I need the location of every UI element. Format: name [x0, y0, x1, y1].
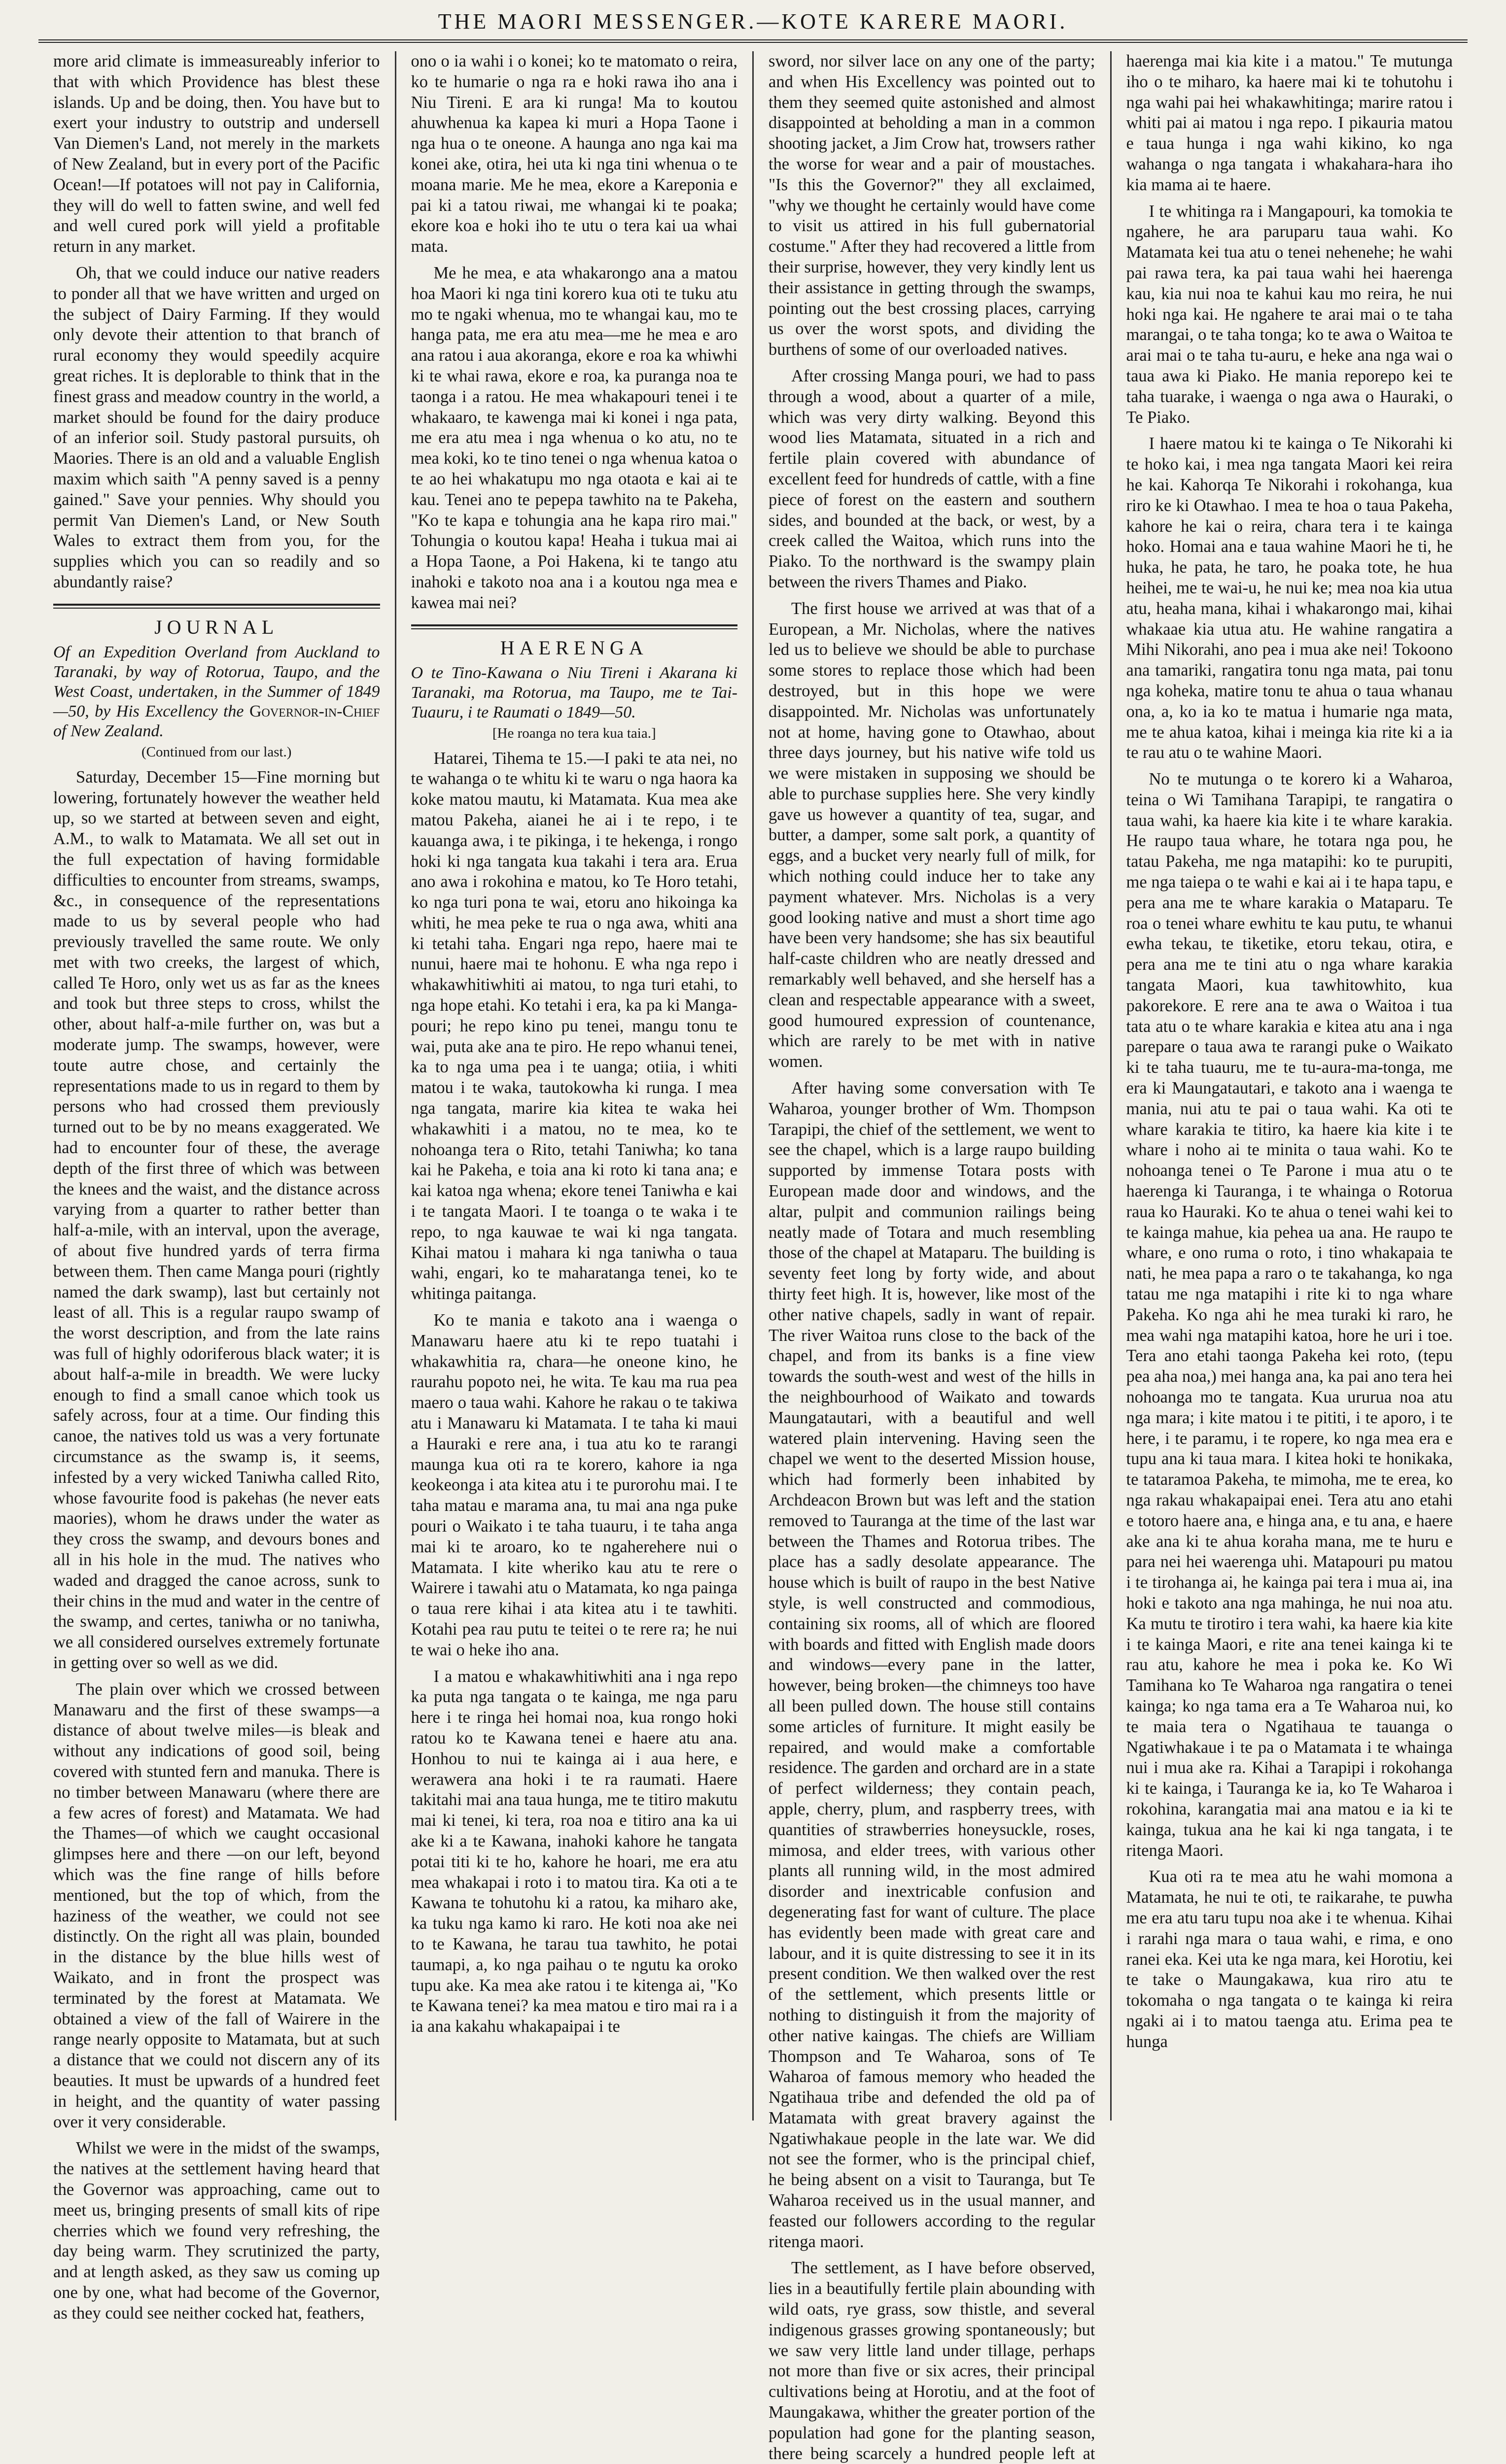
paragraph: haerenga mai kia kite i a matou." Te mutunga iho o te miharo, ka haere mai ki te tohutohu i nga wahi pai hei whakawhitinga; marire ratou i whiti pai ai matou i nga repo. I pikauria matou e taua hunga i nga wahi kikino, ko nga wahanga o nga tangata i whakahara-hara iho kia mama ai te haere. [1126, 52, 1453, 194]
section-title-haerenga: HAERENGA [500, 636, 648, 659]
paragraph: I te whitinga ra i Mangapouri, ka tomokia te ngahere, he ara paruparu taua wahi. Ko Matamata kei tua atu o tenei nehenehe; he wahi pai rawa tera, ka pai taua wahi hei haerenga kau, kia nui noa te kahui kau mo reira, he nui hoki nga kai. He ngahere te arai mai o te taha marangai, o te taha tonga; ko te awa o Waitoa te arai mai o te taha tu-auru, e heke ana nga wai o taua awa ki Piako. He mania reporepo kei te taha tuarake, i waenga o nga awa o Hauraki, o Te Piako. [1126, 202, 1453, 427]
column-3 [754, 51, 1112, 2463]
section-subtitle-haerenga: O te Tino-Kawana o Niu Tireni i Akarana ki Taranaki, ma Rotorua, ma Taupo, me te Tai-Tuauru, i te Raumati o 1849—50. [411, 663, 737, 721]
subtitle-caps: Governor-in-Chief [249, 702, 380, 720]
paragraph: The plain over which we crossed between Manawaru and the first of these swamps—a distance of about twelve miles—is bleak and without any indications of good soil, being covered with stunted fern and manuka. There is no timber between Manawaru (where there are a few acres of forest) and Matamata. We had the Thames—of which we caught occasional glimpses here and there —on our left, beyond which was the fine range of hills before mentioned, but the top of which, from the haziness of the weather, we could not see distinctly. On the right all was plain, bounded in the distance by the blue hills west of Waikato, and in front the prospect was terminated by the forest at Matamata. We obtained a view of the fall of Wairere in the range nearly opposite to Matamata, but at such a distance that we could not discern any of its beauties. It must be upwards of a hundred feet in height, and the quantity of water passing over it very considerable. [53, 1679, 380, 2131]
section-rule [53, 604, 380, 609]
column-2 [396, 51, 754, 2121]
article-columns [38, 51, 1468, 2463]
paragraph: Oh, that we could induce our native readers to ponder all that we have written and urged on the subject of Dairy Farming. If they would only devote their attention to that branch of rural economy they would speedily acquire great riches. It is deplorable to think that in the finest grass and meadow country in the world, a market should be found for the dairy produce of an inferior soil. Study pastoral pursuits, oh Maories. There is an old and a valuable English maxim which saith "A penny saved is a penny gained." Save your pennies. Why should you permit Van Diemen's Land, or New South Wales to extract them from you, for the supplies which you can so readily and so abundantly raise? [53, 263, 380, 591]
column-1 [38, 51, 396, 2323]
subtitle-end: of New Zealand. [53, 721, 164, 740]
masthead: THE MAORI MESSENGER.—KOTE KARERE MAORI. [38, 9, 1468, 43]
paragraph: Hatarei, Tihema te 15.—I paki te ata nei, no te wahanga o te whitu ki te waru o nga haora ka koke matou mautu, ki Matamata. Kua mea ake matou Pakeha, aianei he ai i te repo, i te kauanga awa, i te pikinga, i te hekenga, i rongo hoki ki nga tangata kua takahi i tera ara. Erua ano awa i rokohina e matou, ko Te Horo tetahi, ko nga turi pona te wai, etoru ano hikoinga ka whiti, he mea peke te rua o nga awa, whiti ana ki tetahi taha. Engari nga repo, haere mai te nunui, haere mai te hohonu. E wha nga repo i whakawhitiwhiti ai matou, to nga turi etahi, to nga hope etahi. Ko tetahi i era, ka pa ki Manga-pouri; he repo kino pu tenei, mangu tonu te wai, puta ake ana te piro. He repo whanui tenei, ka to nga uma pea i te uanga; otiia, i whiti matou i te waka, tautokowha ki runga. I mea nga tangata, marire kia kitea te waka hei whakawhiti i a matou, no te mea, ko te nohoanga tera o Rito, tetahi Taniwha; ko tana kai he Pakeha, e toia ana ki roto ki tana ana; e kai katoa nga whena; ekore tenei Taniwha e kai i te tangata Maori. I te toanga o te waka i te repo, to nga kauwae te wai ki nga tangata. Kihai matou i mahara ki nga taniwha o taua wahi, engari, ko te maharatanga tenei, ko te whitinga paitanga. [411, 749, 737, 1303]
paragraph: Whilst we were in the midst of the swamps, the natives at the settlement having heard that the Governor was approaching, came out to meet us, bringing presents of small kits of ripe cherries which we found very refreshing, the day being warm. They scrutinized the party, and at length asked, as they saw us coming up one by one, what had become of the Governor, as they could see neither cocked hat, feathers, [53, 2139, 380, 2323]
paragraph: I haere matou ki te kainga o Te Nikorahi ki te hoko kai, i mea nga tangata Maori kei reira he kai. Kahorqa Te Nikorahi i rokohanga, kua riro ke ki Otawhao. I mea te hoa o taua Pakeha, kahore he kai o reira, chara tera i te kainga hoko. Homai ana e taua wahine Maori he ti, he huka, he pata, he taro, he poaka tote, he hua heihei, me te wai-u, he nui ke; mea noa kia utua atu, heaha mana, kihai i whakarongo mai, kihai whakaae kia utua atu. He wahine rangatira a Mihi Nikorahi, ano pea i mua ake nei! Tokoono ana tamariki, rangatira tonu nga mata, pai tonu nga koheka, matire tonu te ahua o taua whanau ona, a, ko ia ko te matua i humarie nga mata, me te ahua katoa, kihai i meinga kia rite ki a ia te rau atu o te wahine Maori. [1126, 434, 1453, 762]
section-subtitle-journal [53, 643, 380, 741]
section-rule [411, 624, 738, 629]
subtitle-text: Of an Expedition Overland from Auckland to Taranaki, by way of Rotorua, Taupo, and the West Coast, undertaken, in the Summer of 1849—50, by His Excellency the [53, 643, 380, 720]
paragraph: After having some conversation with Te Waharoa, younger brother of Wm. Thompson Tarapipi, the chief of the settlement, we went to see the chapel, which is a large raupo building supported by immense Totara posts with European made door and windows, and the altar, pulpit and communion railings being neatly made of Totara and much resembling those of the chapel at Mataparu. The building is seventy feet long by forty wide, and about thirty feet high. It is, however, like most of the other native chapels, sadly in want of repair. The river Waitoa runs close to the back of the chapel, and from its banks is a fine view towards the south-west and west of the hills in the neighbourhood of Waikato and towards Maungatautari, with a beautiful and well watered plain intervening. Having seen the chapel we went to the deserted Mission house, which had formerly been inhabited by Archdeacon Brown but was left and the station removed to Tauranga at the time of the last war between the Thames and Rotorua tribes. The place has a sadly desolate appearance. The house which is built of raupo in the best Native style, is well constructed and commodious, containing six rooms, all of which are floored with boards and fitted with English made doors and windows—every pane in the latter, however, being broken—the chimneys too have all been pulled down. The house still contains some articles of furniture. It might easily be repaired, and would make a comfortable residence. The garden and orchard are in a state of perfect wilderness; they contain peach, apple, cherry, plum, and raspberry trees, with quantities of strawberries honeysuckle, roses, mimosa, and elder trees, with various other plants all running wild, in the most admired disorder and inextricable confusion and degenerating fast for want of culture. The place has evidently been made with great care and labour, and it is quite distressing to see it in its present condition. We then walked over the rest of the settlement, which presents little or nothing to distinguish it from the majority of other native kaingas. The chiefs are William Thompson and Te Waharoa, sons of Te Waharoa of famous memory who headed the Ngatihaua tribe and defended the old pa of Matamata with great bravery against the Ngatiwhakaue people in the late war. We did not see the former, who is the principal chief, he being absent on a visit to Tauranga, but Te Waharoa received us in the usual manner, and feasted our followers according to the regular ritenga maori. [769, 1079, 1095, 2251]
continued-note: (Continued from our last.) [141, 744, 292, 760]
paragraph: The first house we arrived at was that of a European, a Mr. Nicholas, where the natives led us to believe we should be able to purchase some stores to replace those which had been destroyed, but in this hope we were disappointed. Mr. Nicholas was unfortunately not at home, having gone to Otawhao, about three days journey, but his native wife told us we were mistaken in supposing we should be able to purchase supplies here. She very kindly gave us however a quantity of tea, sugar, and butter, a damper, some salt pork, a quantity of eggs, and a bucket very nearly full of milk, for which nothing could induce her to take any payment whatever. Mrs. Nicholas is a very good looking native and must a short time ago have been very handsome; she has six beautiful half-caste children who are neatly dressed and remarkably well behaved, and she herself has a clean and respectable appearance with a sweet, good humoured expression of countenance, which are rarely to be met with in native women. [769, 599, 1095, 1071]
paragraph: Kua oti ra te mea atu he wahi momona a Matamata, he nui te oti, te raikarahe, te puwha me era atu taru tupu noa ake i te whenua. Kihai i rarahi nga mara o taua wahi, e rima, e ono ranei eka. Kei uta ke nga mara, kei Horotiu, kei te take o Maungakawa, kua riro atu te tokomaha o nga tangata o te kainga ki reira ngaki ai i to matou taenga atu. Erima pea te hunga [1126, 1867, 1453, 2051]
paragraph: After crossing Manga pouri, we had to pass through a wood, about a quarter of a mile, which was very dirty walking. Beyond this wood lies Matamata, situated in a rich and fertile plain covered with abundance of excellent feed for hundreds of cattle, with a fine piece of forest on the eastern and southern sides, and bounded at the back, or west, by a creek called the Waitoa, which runs into the Piako. To the northward is the swampy plain between the rivers Thames and Piako. [769, 366, 1095, 591]
paragraph: sword, nor silver lace on any one of the party; and when His Excellency was pointed out to them they seemed quite astonished and almost disappointed at beholding a man in a common shooting jacket, a Jim Crow hat, trowsers rather the worse for wear and a pair of moustaches. "Is this the Governor?" they all exclaimed, "why we thought he certainly would have come to visit us attired in his full gubernatorial costume." After they had recovered a little from their surprise, however, they very kindly lent us their assistance in getting through the swamps, pointing out the best crossing places, carrying us over the worst spots, and dividing the burthens of some of our overloaded natives. [769, 52, 1095, 359]
paragraph: Saturday, December 15—Fine morning but lowering, fortunately however the weather held up, so we started at between seven and eight, A.M., to walk to Matamata. We all set out in the full expectation of having formidable difficulties to encounter from streams, swamps, &c., in consequence of the representations made to us by several people who had previously travelled the same route. We only met with two creeks, the largest of which, called Te Horo, only wet us as far as the knees and took but three steps to cross, whilst the other, about half-a-mile further on, was but a moderate jump. The swamps, however, were toute autre chose, and certainly the representations made to us in regard to them by persons who had crossed them previously turned out to be by no means exaggerated. We had to encounter four of these, the average depth of the first three of which was between the knees and the waist, and the distance across varying from a quarter to rather better than half-a-mile, with an interval, upon the average, of about five hundred yards of terra firma between them. Then came Manga pouri (rightly named the dark swamp), last but certainly not least of all. This is a regular raupo swamp of the worst description, and from the late rains was full of highly odoriferous black water; it is about half-a-mile in breadth. We were lucky enough to find a small canoe which took us safely across, four at a time. Our finding this canoe, the natives told us was a very fortunate circumstance as the swamp is, it seems, infested by a very wicked Taniwha called Rito, whose favourite food is pakehas (he never eats maories), whom he draws under the water as they cross the swamp, and devours bones and all in his hole in the mud. The natives who waded and dragged the canoe across, sunk to their chins in the mud and water in the centre of the swamp, and certes, taniwha or no taniwha, we all considered ourselves extremely fortunate in getting over so well as we did. [53, 767, 380, 1672]
paragraph: No te mutunga o te korero ki a Waharoa, teina o Wi Tamihana Tarapipi, te rangatira o taua wahi, ka haere kia kite i te whare karakia. He raupo taua whare, he totara nga pou, he tatau Pakeha, me nga matapihi: ko te purupiti, me nga taiepa o te wahi e kai ai i te hapa tapu, e pera ana me te whare karakia o Mataparu. Te roa o tenei whare ewhitu te kau putu, te whanui ewha tekau, te tiketike, etoru tekau, otira, e pera ana me te tini atu o nga whare karakia tangata Maori, kua tawhitowhito, kua pakorekore. E rere ana te awa o Waitoa i tua tata atu o te whare karakia e kitea atu ana i nga parepare o taua awa te rarangi puke o Waikato ki te taha tuauru, me te tu-aura-ma-tonga, me era ki Maungatautari, e takoto ana i waenga te mania, nui atu te pai o taua wahi. Ka oti te whare karakia te titiro, ka haere kia kite i te whare i noho ai te minita o taua wahi. Ko te nohoanga tenei o Te Parone i mua atu o te haerenga ki Tauranga, i te whainga o Rotorua raua ko Hauraki. Ko te ahua o tenei wahi kei to te kainga mahue, kia pehea ua ana. He raupo te whare, e ono ruma o roto, i tino whakapaia te nati, he mea papa a raro o te takahanga, ko nga tatau me nga matapihi i rite ki to nga whare Pakeha. Ko nga ahi he mea turaki ki raro, he mea wahi nga matapihi katoa, hore he uri i toe. Tera ano etahi taonga Pakeha kei roto, (tepu pea aha noa,) mei hanga ana, ka pai ano tera hei nohoanga mo te tangata. Kua ururua noa atu nga mara; i kite matou i te pititi, i te aporo, i te here, i te paramu, i te ropere, ko nga mea era e tupu ana ki taua mara. I kitea hoki te honikaka, te tataramoa Pakeha, te mimoha, me te erea, ko nga rakau whakapaipai enei. Tera atu ano etahi e totoro haere ana, e hinga ana, e tu ana, e haere ake ana ki te ahua koraha mana, me te huru e para nei hei waerenga uhi. Matapouri pu matou i te tirohanga ai, he kainga pai tera i mua ai, ina hoki e takoto ana nga mahinga, he nui noa atu. Ka mutu te tirotiro i tera wahi, ka haere kia kite i te kainga Maori, e rite ana tenei kainga ki te rau atu, kahore he mea i poka ke. Ko Wi Tamihana ko Te Waharoa nga rangatira o tenei kainga; ko nga tama era a Te Waharoa nui, ko te maia tera o Ngatihaua te tauanga o Ngatiwhakaue i te pa o Matamata i te whainga nui i mua ake ra. Kihai a Tarapipi i rokohanga ki te kainga, i Tauranga ke ia, ko Te Waharoa i rokohina, karangatia mai ana matou e ia ki te kainga, tukua ana he kai ki nga tangata, i te ritenga Maori. [1126, 770, 1453, 1860]
paragraph: The settlement, as I have before observed, lies in a beautifully fertile plain abounding with wild oats, rye grass, sow thistle, and several indigenous grasses growing spontaneously; but we saw very little land under tillage, perhaps not more than five or six acres, their principal cultivations being at Horotiu, and at the foot of Maungakawa, whither the greater portion of the population had gone for the planting season, there being scarcely a hundred people left at [769, 2259, 1095, 2463]
paragraph: ono o ia wahi i o konei; ko te matomato o reira, ko te humarie o nga ra e hoki rawa iho ana i Niu Tireni. E ara ki runga! Ma to koutou ahuwhenua ka kapea ki muri a Hopa Taone i nga hua o te oneone. A haunga ano nga kai ma konei ake, otira, hei uta ki nga tini whenua o te moana marie. Me he mea, ekore a Kareponia e pai ki a tatou riwai, me whangai ki te poaka; ekore koa e hoki iho te utu o tera kai ua whai mata. [411, 52, 737, 256]
paragraph: Ko te mania e takoto ana i waenga o Manawaru haere atu ki te repo tuatahi i whakawhitia ra, chara—he oneone kino, he raurahu popoto nei, he wita. Te kau ma rua pea maero o taua wahi. Kahore he rakau o te takiwa atu i Manawaru ki Matamata. I te taha ki maui a Hauraki e rere ana, i tua atu ko te rarangi maunga kua oti ra te korero, kahore ia nga keokeonga i ata kitea atu i te purorohu mai. I te taha matau e marama ana, tu mai ana nga puke pouri o Waikato i te taha tuauru, i te taha anga mai ki te aroaro, ko te ngaherehere nui o Matamata. I kite wheriko kau atu te rere o Wairere i tawahi atu o Matamata, ko nga painga o taua rere kihai i ata kitea atu i te tawhiti. Kotahi pea rau putu te teitei o te rere ra; he nui te wai o heke iho ana. [411, 1311, 737, 1659]
section-title-journal: JOURNAL [154, 616, 279, 638]
paragraph: Me he mea, e ata whakarongo ana a matou hoa Maori ki nga tini korero kua oti te tuku atu mo te ngaki whenua, mo te whangai kau, mo te hanga pata, me era atu mea—me he mea e aro ana ratou i aua akoranga, ekore e roa ka whiwhi ki te whai rawa, ekore e roa, ka puranga noa te taonga i a ratou. He mea whakapouri tenei i te whakaaro, te kawenga mai ki konei i nga pata, me era atu mea i nga whenua o ko atu, no te mea koki, ko te tino tenei o nga whenua katoa o te ao hei whakatupu mo nga otaota e kai ai te kau. Tenei ano te pepepa tawhito na te Pakeha, "Ko te kapa e tohungia ana he kapa riro mai." Tohungia o koutou kapa! Heaha i tukua mai ai a Hopa Taone, a Poi Hakena, ki te tango atu inahoki e takoto noa ana i a koutou nga mea e kawea mai nei? [411, 263, 737, 612]
column-4 [1112, 51, 1468, 2121]
paragraph: I a matou e whakawhitiwhiti ana i nga repo ka puta nga tangata o te kainga, me nga paru here i te ringa hei homai noa, kua rongo hoki ratou ko te Kawana tenei e haere atu ana. Honhou to nui te kainga ai i aua here, e werawera ana hoki i te ra raumati. Haere takitahi mai ana taua hunga, me te titiro makutu mai ki tenei, ki tera, roa noa e titiro ana ka ui ake ki a te Kawana, inahoki kahore he tangata potai titi ki te ho, kahore he hoari, me era atu mea whakapai i roto i to matou tira. Ka oti a te Kawana te tohutohu ki a ratou, ka miharo ake, ka tuku nga kamo ki raro. He koti noa ake nei to te Kawana, he tarau tua tawhito, he potai taumapi, a, ko nga paihau o te ngutu ka oroko tupu ake. Ka mea ake ratou i te kitenga ai, "Ko te Kawana tenei? ka mea matou e tiro mai ra i a ia ana kakahu whakapaipai i te [411, 1667, 737, 2036]
paragraph: more arid climate is immeasureably inferior to that with which Providence has blest these islands. Up and be doing, then. You have but to exert your industry to outstrip and undersell Van Diemen's Land, not merely in the markets of New Zealand, but in every port of the Pacific Ocean!—If potatoes will not pay in California, they will do well to fatten swine, and well fed and well cured pork will yield a profitable return in any market. [53, 52, 380, 256]
continued-note: [He roanga no tera kua taia.] [492, 725, 656, 741]
